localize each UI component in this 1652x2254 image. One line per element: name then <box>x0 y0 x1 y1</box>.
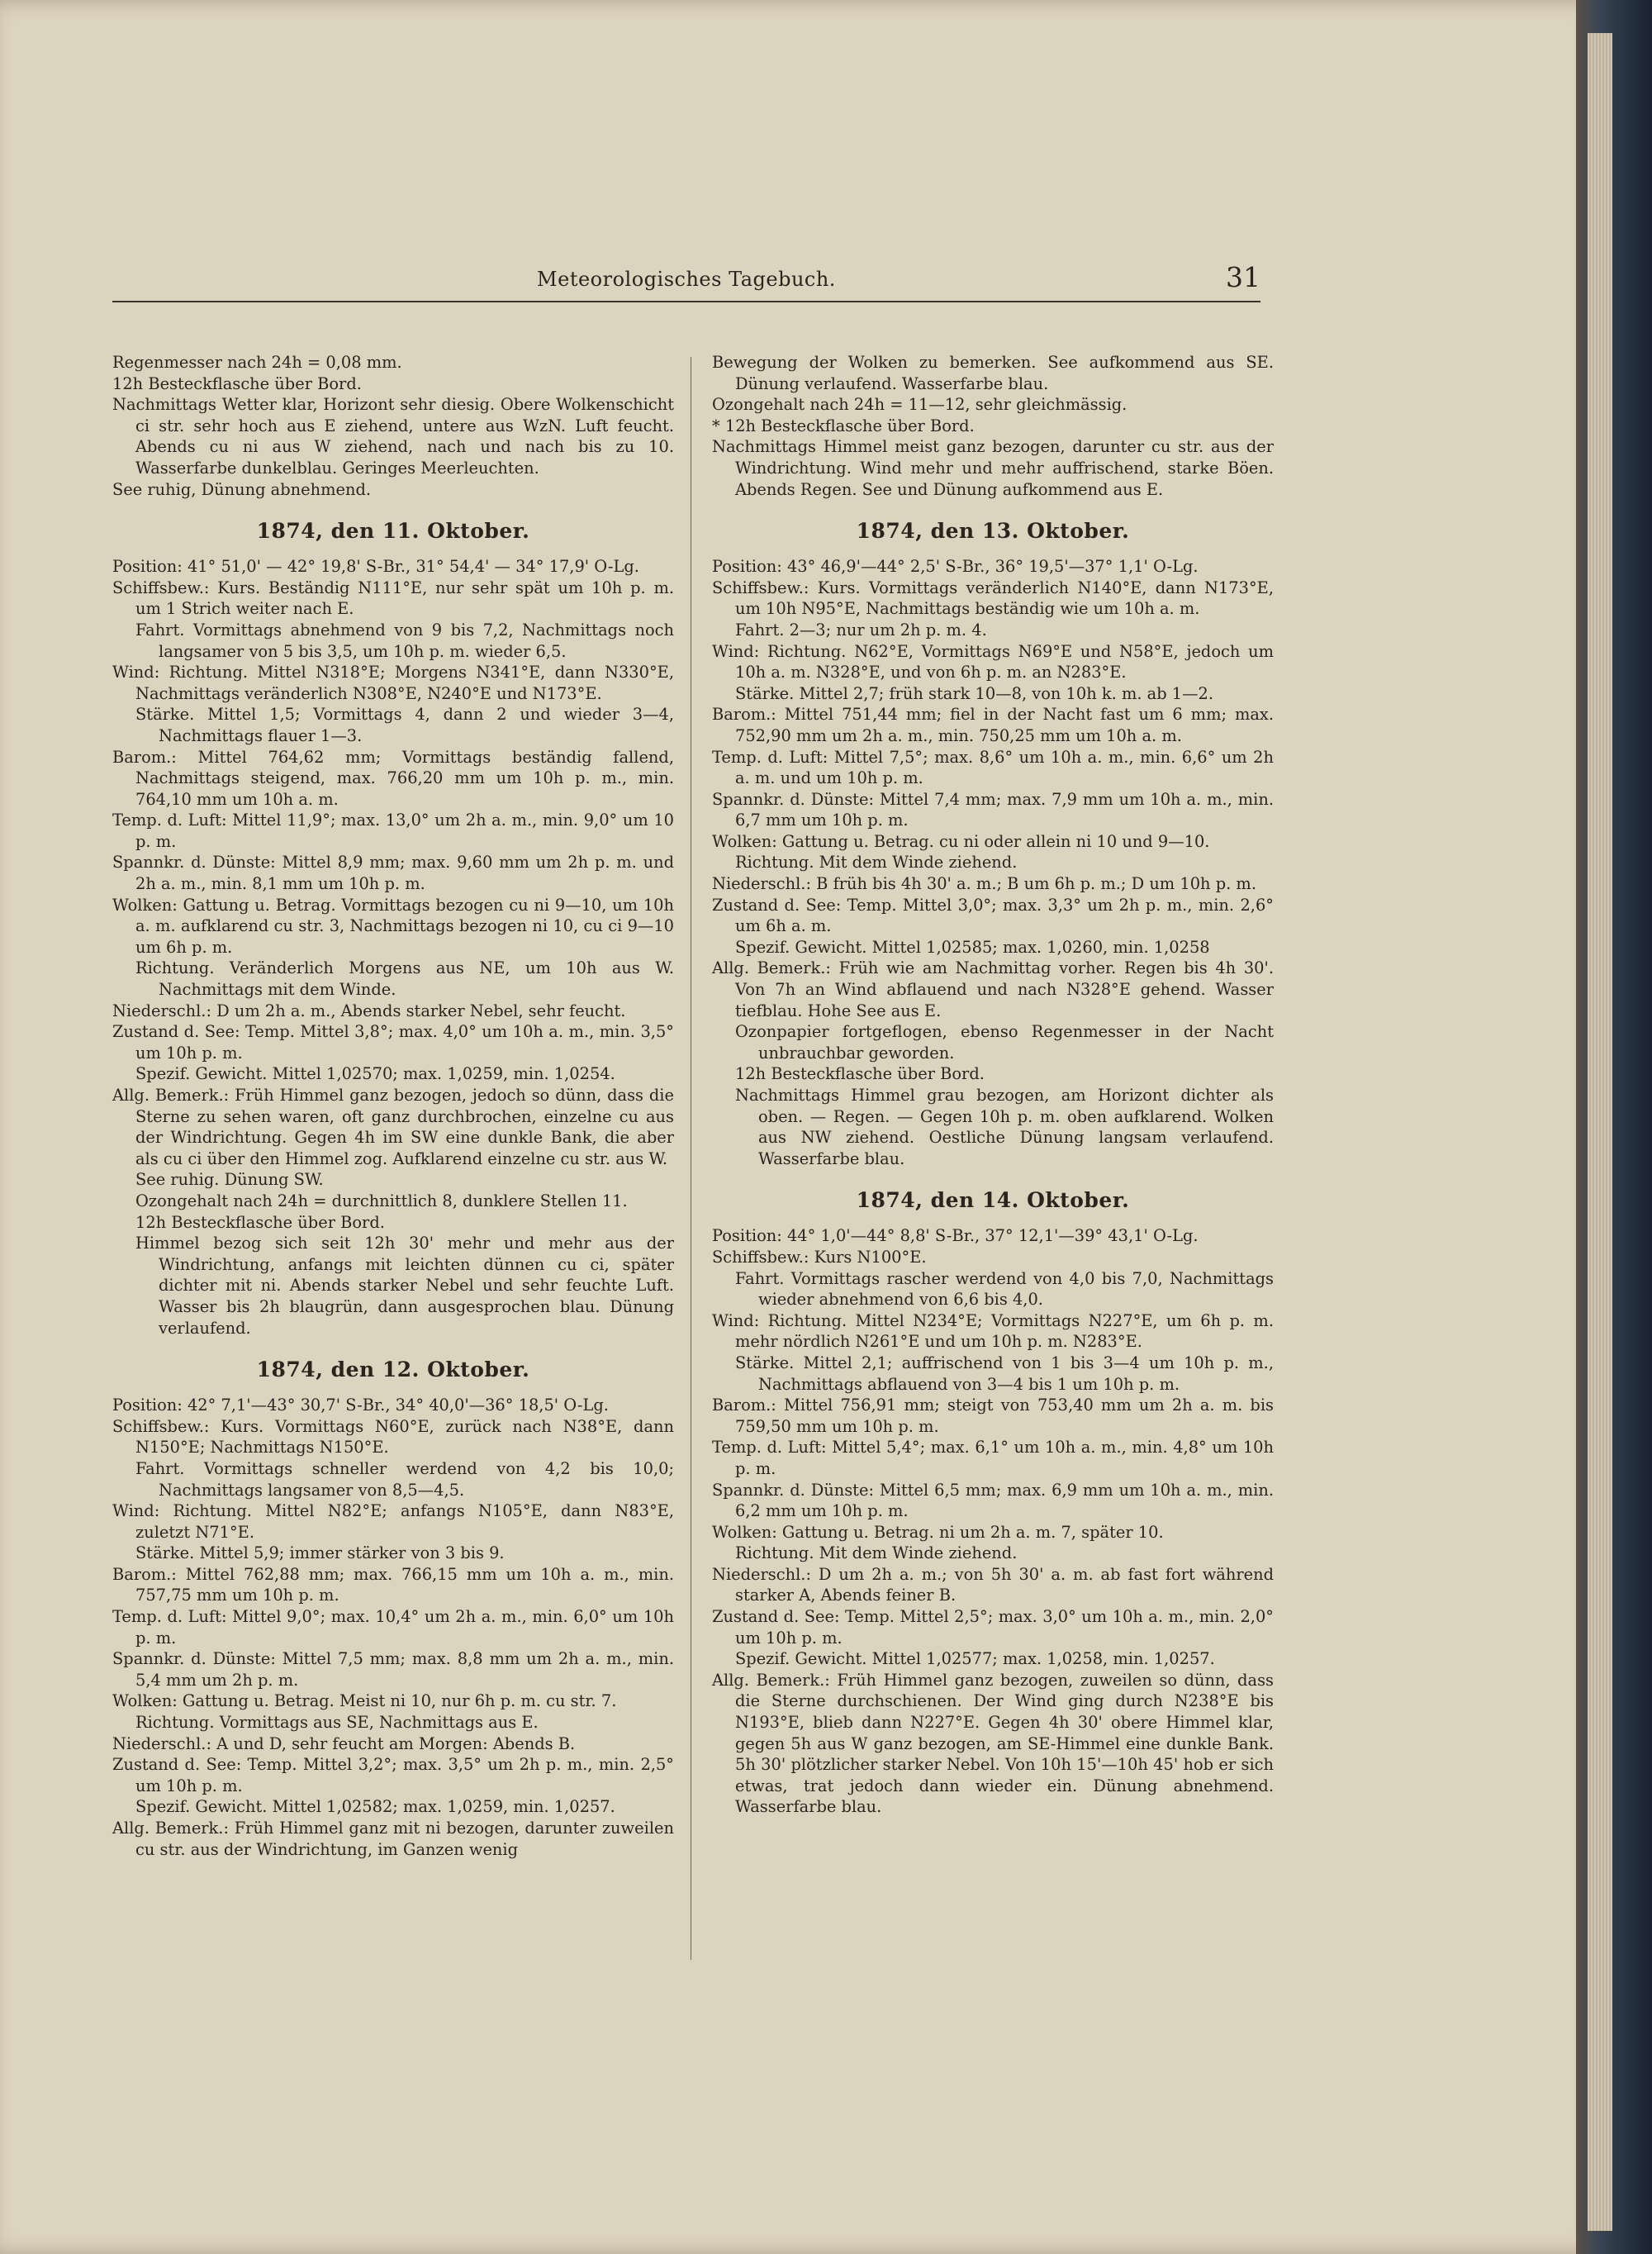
entry-ozonpapier: Ozonpapier fortgeflogen, ebenso Regenmesser in der Nacht unbrauchbar geworden. <box>735 1022 1274 1063</box>
intro-ozon: Ozongehalt nach 24h = 11—12, sehr gleichmässig. <box>712 395 1127 415</box>
entry-wind-richtung: Wind: Richtung. N62°E, Vormittags N69°E und N58°E, jedoch um 10h a. m. N328°E, und von 6h p. m. an N283°E. <box>712 641 1274 682</box>
entry-temp: Temp. d. Luft: Mittel 7,5°; max. 8,6° um 10h a. m., min. 6,6° um 2h a. m. und um 10h p. m. <box>712 747 1274 788</box>
date-heading-oct12: 1874, den 12. Oktober. <box>256 1358 530 1382</box>
entry-spannkr: Spannkr. d. Dünste: Mittel 7,4 mm; max. 7,9 mm um 10h a. m., min. 6,7 mm um 10h p. m. <box>712 789 1274 830</box>
page-stack-edge <box>1588 33 1612 2231</box>
entry-gewicht: Spezif. Gewicht. Mittel 1,02577; max. 1,0258, min. 1,0257. <box>735 1649 1215 1669</box>
entry-gewicht: Spezif. Gewicht. Mittel 1,02570; max. 1,0259, min. 1,0254. <box>135 1064 615 1084</box>
entry-fahrt: Fahrt. 2—3; nur um 2h p. m. 4. <box>735 620 987 640</box>
entry-wind-richtung: Wind: Richtung. Mittel N234°E; Vormittags N227°E, um 6h p. m. mehr nördlich N261°E und um 10h p. m. N283°E. <box>712 1310 1274 1352</box>
entry-see: Zustand d. See: Temp. Mittel 2,5°; max. 3,0° um 10h a. m., min. 2,0° um 10h p. m. <box>712 1607 1274 1648</box>
left-column <box>112 352 674 1860</box>
entry-barom: Barom.: Mittel 751,44 mm; fiel in der Nacht fast um 6 mm; max. 752,90 mm um 2h a. m., min. 750,25 mm um 10h a. m. <box>712 705 1274 745</box>
entry-temp: Temp. d. Luft: Mittel 11,9°; max. 13,0° um 2h a. m., min. 9,0° um 10 p. m. <box>112 811 674 851</box>
date-heading-oct14: 1874, den 14. Oktober. <box>856 1188 1130 1213</box>
entry-fahrt: Fahrt. Vormittags abnehmend von 9 bis 7,2, Nachmittags noch langsamer von 5 bis 3,5, um 10h p. m. wieder 6,5. <box>135 620 674 661</box>
page-number: 31 <box>1226 261 1260 293</box>
entry-spannkr: Spannkr. d. Dünste: Mittel 8,9 mm; max. 9,60 mm um 2h p. m. und 2h a. m., min. 8,1 mm um 10h p. m. <box>112 853 674 894</box>
intro-nachmittags: Nachmittags Himmel meist ganz bezogen, darunter cu str. aus der Windrichtung. Wind mehr und mehr auffrischend, starke Böen. Abends Regen. See und Dünung aufkommend aus E. <box>712 437 1274 499</box>
entry-wolken-richtung: Richtung. Mit dem Winde ziehend. <box>735 1543 1018 1563</box>
entry-schiffsbew: Schiffsbew.: Kurs. Vormittags N60°E, zurück nach N38°E, dann N150°E; Nachmittags N150°E. <box>112 1416 674 1457</box>
entry-barom: Barom.: Mittel 762,88 mm; max. 766,15 mm um 10h a. m., min. 757,75 mm um 10h p. m. <box>112 1564 674 1605</box>
intro-bewegung: Bewegung der Wolken zu bemerken. See aufkommend aus SE. Dünung verlaufend. Wasserfarbe blau. <box>712 353 1274 393</box>
entry-see: Zustand d. See: Temp. Mittel 3,0°; max. 3,3° um 2h p. m., min. 2,6° um 6h a. m. <box>712 895 1274 936</box>
entry-see: Zustand d. See: Temp. Mittel 3,2°; max. 3,5° um 2h p. m., min. 2,5° um 10h p. m. <box>112 1755 674 1795</box>
entry-see: Zustand d. See: Temp. Mittel 3,8°; max. 4,0° um 10h a. m., min. 3,5° um 10h p. m. <box>112 1022 674 1063</box>
page-header <box>112 261 1260 302</box>
entry-wolken: Wolken: Gattung u. Betrag. cu ni oder allein ni 10 und 9—10. <box>712 831 1210 851</box>
entry-bemerk: Allg. Bemerk.: Früh wie am Nachmittag vorher. Regen bis 4h 30'. Von 7h an Wind abflauend und nach N328°E gehend. Wasser tiefblau. Hohe See aus E. <box>712 958 1274 1020</box>
entry-position: Position: 41° 51,0' — 42° 19,8' S-Br., 31° 54,4' — 34° 17,9' O-Lg. <box>112 557 639 577</box>
entry-wolken: Wolken: Gattung u. Betrag. ni um 2h a. m. 7, später 10. <box>712 1522 1164 1542</box>
entry-temp: Temp. d. Luft: Mittel 5,4°; max. 6,1° um 10h a. m., min. 4,8° um 10h p. m. <box>712 1438 1274 1478</box>
intro-regenmesser: Regenmesser nach 24h = 0,08 mm. <box>112 353 402 372</box>
entry-wind-staerke: Stärke. Mittel 5,9; immer stärker von 3 bis 9. <box>135 1543 505 1563</box>
entry-fahrt: Fahrt. Vormittags schneller werdend von 4,2 bis 10,0; Nachmittags langsamer von 8,5—4,5. <box>135 1458 674 1500</box>
date-heading-oct13: 1874, den 13. Oktober. <box>856 519 1130 544</box>
entry-wolken-richtung: Richtung. Vormittags aus SE, Nachmittags aus E. <box>135 1713 539 1733</box>
entry-niederschl: Niederschl.: D um 2h a. m., Abends starker Nebel, sehr feucht. <box>112 1001 626 1020</box>
right-column <box>712 352 1274 1818</box>
entry-position: Position: 43° 46,9'—44° 2,5' S-Br., 36° 19,5'—37° 1,1' O-Lg. <box>712 557 1199 577</box>
entry-wind-staerke: Stärke. Mittel 1,5; Vormittags 4, dann 2 und wieder 3—4, Nachmittags flauer 1—3. <box>135 705 674 745</box>
entry-flasche: 12h Besteckflasche über Bord. <box>735 1064 985 1084</box>
entry-schiffsbew: Schiffsbew.: Kurs N100°E. <box>712 1247 927 1267</box>
entry-wolken-richtung: Richtung. Mit dem Winde ziehend. <box>735 853 1018 873</box>
entry-wind-staerke: Stärke. Mittel 2,1; auffrischend von 1 bis 3—4 um 10h p. m., Nachmittags abflauend von 3—4 bis 1 um 10h p. m. <box>735 1353 1274 1394</box>
entry-wind-richtung: Wind: Richtung. Mittel N318°E; Morgens N341°E, dann N330°E, Nachmittags veränderlich N308°E, N240°E und N173°E. <box>112 663 674 703</box>
intro-nachmittags: Nachmittags Wetter klar, Horizont sehr diesig. Obere Wolkenschicht ci str. sehr hoch aus E ziehend, untere aus WzN. Luft feucht. Abends cu ni aus W ziehend, nach und nach bis zu 10. Wasserfarbe dunkelblau. Geringes Meerleuchten. <box>112 395 674 478</box>
entry-bemerk: Allg. Bemerk.: Früh Himmel ganz bezogen, jedoch so dünn, dass die Sterne zu sehen waren, oft ganz durchbrochen, einzelne cu aus der Windrichtung. Gegen 4h im SW eine dunkle Bank, die aber als cu ci über den Himmel zog. Aufklarend einzelne cu str. aus W. <box>112 1086 674 1168</box>
entry-flasche: 12h Besteckflasche über Bord. <box>135 1212 385 1232</box>
entry-temp: Temp. d. Luft: Mittel 9,0°; max. 10,4° um 2h a. m., min. 6,0° um 10h p. m. <box>112 1607 674 1648</box>
entry-position: Position: 42° 7,1'—43° 30,7' S-Br., 34° 40,0'—36° 18,5' O-Lg. <box>112 1396 609 1415</box>
entry-position: Position: 44° 1,0'—44° 8,8' S-Br., 37° 12,1'—39° 43,1' O-Lg. <box>712 1226 1199 1246</box>
entry-see-ruhig: See ruhig. Dünung SW. <box>135 1170 324 1190</box>
entry-spannkr: Spannkr. d. Dünste: Mittel 7,5 mm; max. 8,8 mm um 2h a. m., min. 5,4 mm um 2h p. m. <box>112 1649 674 1690</box>
entry-niederschl: Niederschl.: A und D, sehr feucht am Morgen: Abends B. <box>112 1733 576 1753</box>
entry-spannkr: Spannkr. d. Dünste: Mittel 6,5 mm; max. 6,9 mm um 10h a. m., min. 6,2 mm um 10h p. m. <box>712 1480 1274 1521</box>
entry-himmel: Nachmittags Himmel grau bezogen, am Horizont dichter als oben. — Regen. — Gegen 10h p. m. oben aufklarend. Wolken aus NW ziehend. Oestliche Dünung langsam verlaufend. Wasserfarbe blau. <box>735 1086 1274 1168</box>
entry-bemerk: Allg. Bemerk.: Früh Himmel ganz mit ni bezogen, darunter zuweilen cu str. aus der Windrichtung, im Ganzen wenig <box>112 1819 674 1859</box>
entry-schiffsbew: Schiffsbew.: Kurs. Vormittags veränderlich N140°E, dann N173°E, um 10h N95°E, Nachmittags beständig wie um 10h a. m. <box>712 578 1274 619</box>
entry-niederschl: Niederschl.: B früh bis 4h 30' a. m.; B um 6h p. m.; D um 10h p. m. <box>712 874 1256 894</box>
entry-barom: Barom.: Mittel 764,62 mm; Vormittags beständig fallend, Nachmittags steigend, max. 766,20 mm um 10h p. m., min. 764,10 mm um 10h a. m. <box>112 747 674 809</box>
entry-wind-richtung: Wind: Richtung. Mittel N82°E; anfangs N105°E, dann N83°E, zuletzt N71°E. <box>112 1501 674 1542</box>
entry-himmel: Himmel bezog sich seit 12h 30' mehr und mehr aus der Windrichtung, anfangs mit leichten dünnen cu ci, später dichter mit ni. Abends starker Nebel und sehr feuchte Luft. Wasser bis 2h blaugrün, dann ausgesprochen blau. Dünung verlaufend. <box>135 1234 674 1338</box>
entry-schiffsbew: Schiffsbew.: Kurs. Beständig N111°E, nur sehr spät um 10h p. m. um 1 Strich weiter nach E. <box>112 578 674 619</box>
entry-niederschl: Niederschl.: D um 2h a. m.; von 5h 30' a. m. ab fast fort während starker A, Abends feiner B. <box>712 1564 1274 1605</box>
entry-gewicht: Spezif. Gewicht. Mittel 1,02585; max. 1,0260, min. 1,0258 <box>735 937 1210 957</box>
entry-wolken: Wolken: Gattung u. Betrag. Vormittags bezogen cu ni 9—10, um 10h a. m. aufklarend cu str. 3, Nachmittags bezogen ni 10, cu ci 9—10 um 6h p. m. <box>112 895 674 957</box>
entry-gewicht: Spezif. Gewicht. Mittel 1,02582; max. 1,0259, min. 1,0257. <box>135 1797 615 1817</box>
intro-flasche: 12h Besteckflasche über Bord. <box>112 373 362 393</box>
entry-wind-staerke: Stärke. Mittel 2,7; früh stark 10—8, von 10h k. m. ab 1—2. <box>735 683 1214 703</box>
intro-see: See ruhig, Dünung abnehmend. <box>112 479 372 499</box>
entry-ozon: Ozongehalt nach 24h = durchnittlich 8, dunklere Stellen 11. <box>135 1191 628 1210</box>
intro-flasche: * 12h Besteckflasche über Bord. <box>712 416 975 435</box>
entry-barom: Barom.: Mittel 756,91 mm; steigt von 753,40 mm um 2h a. m. bis 759,50 mm um 10h p. m. <box>712 1396 1274 1436</box>
entry-wolken-richtung: Richtung. Veränderlich Morgens aus NE, um 10h aus W. Nachmittags mit dem Winde. <box>135 958 674 1000</box>
date-heading-oct11: 1874, den 11. Oktober. <box>256 519 530 544</box>
entry-wolken: Wolken: Gattung u. Betrag. Meist ni 10, nur 6h p. m. cu str. 7. <box>112 1691 617 1711</box>
entry-bemerk: Allg. Bemerk.: Früh Himmel ganz bezogen, zuweilen so dünn, dass die Sterne durchschienen. Der Wind ging durch N238°E bis N193°E, blieb dann N227°E. Gegen 4h 30' obere Himmel klar, gegen 5h aus W ganz bezogen, am SE-Himmel eine dunkle Bank. 5h 30' plötzlicher starker Nebel. Von 10h 15'—10h 45' hob er sich etwas, trat jedoch dann wieder ein. Dünung abnehmend. Wasserfarbe blau. <box>712 1670 1274 1817</box>
entry-fahrt: Fahrt. Vormittags rascher werdend von 4,0 bis 7,0, Nachmittags wieder abnehmend von 6,6 bis 4,0. <box>735 1268 1274 1310</box>
running-title: Meteorologisches Tagebuch. <box>537 268 836 291</box>
